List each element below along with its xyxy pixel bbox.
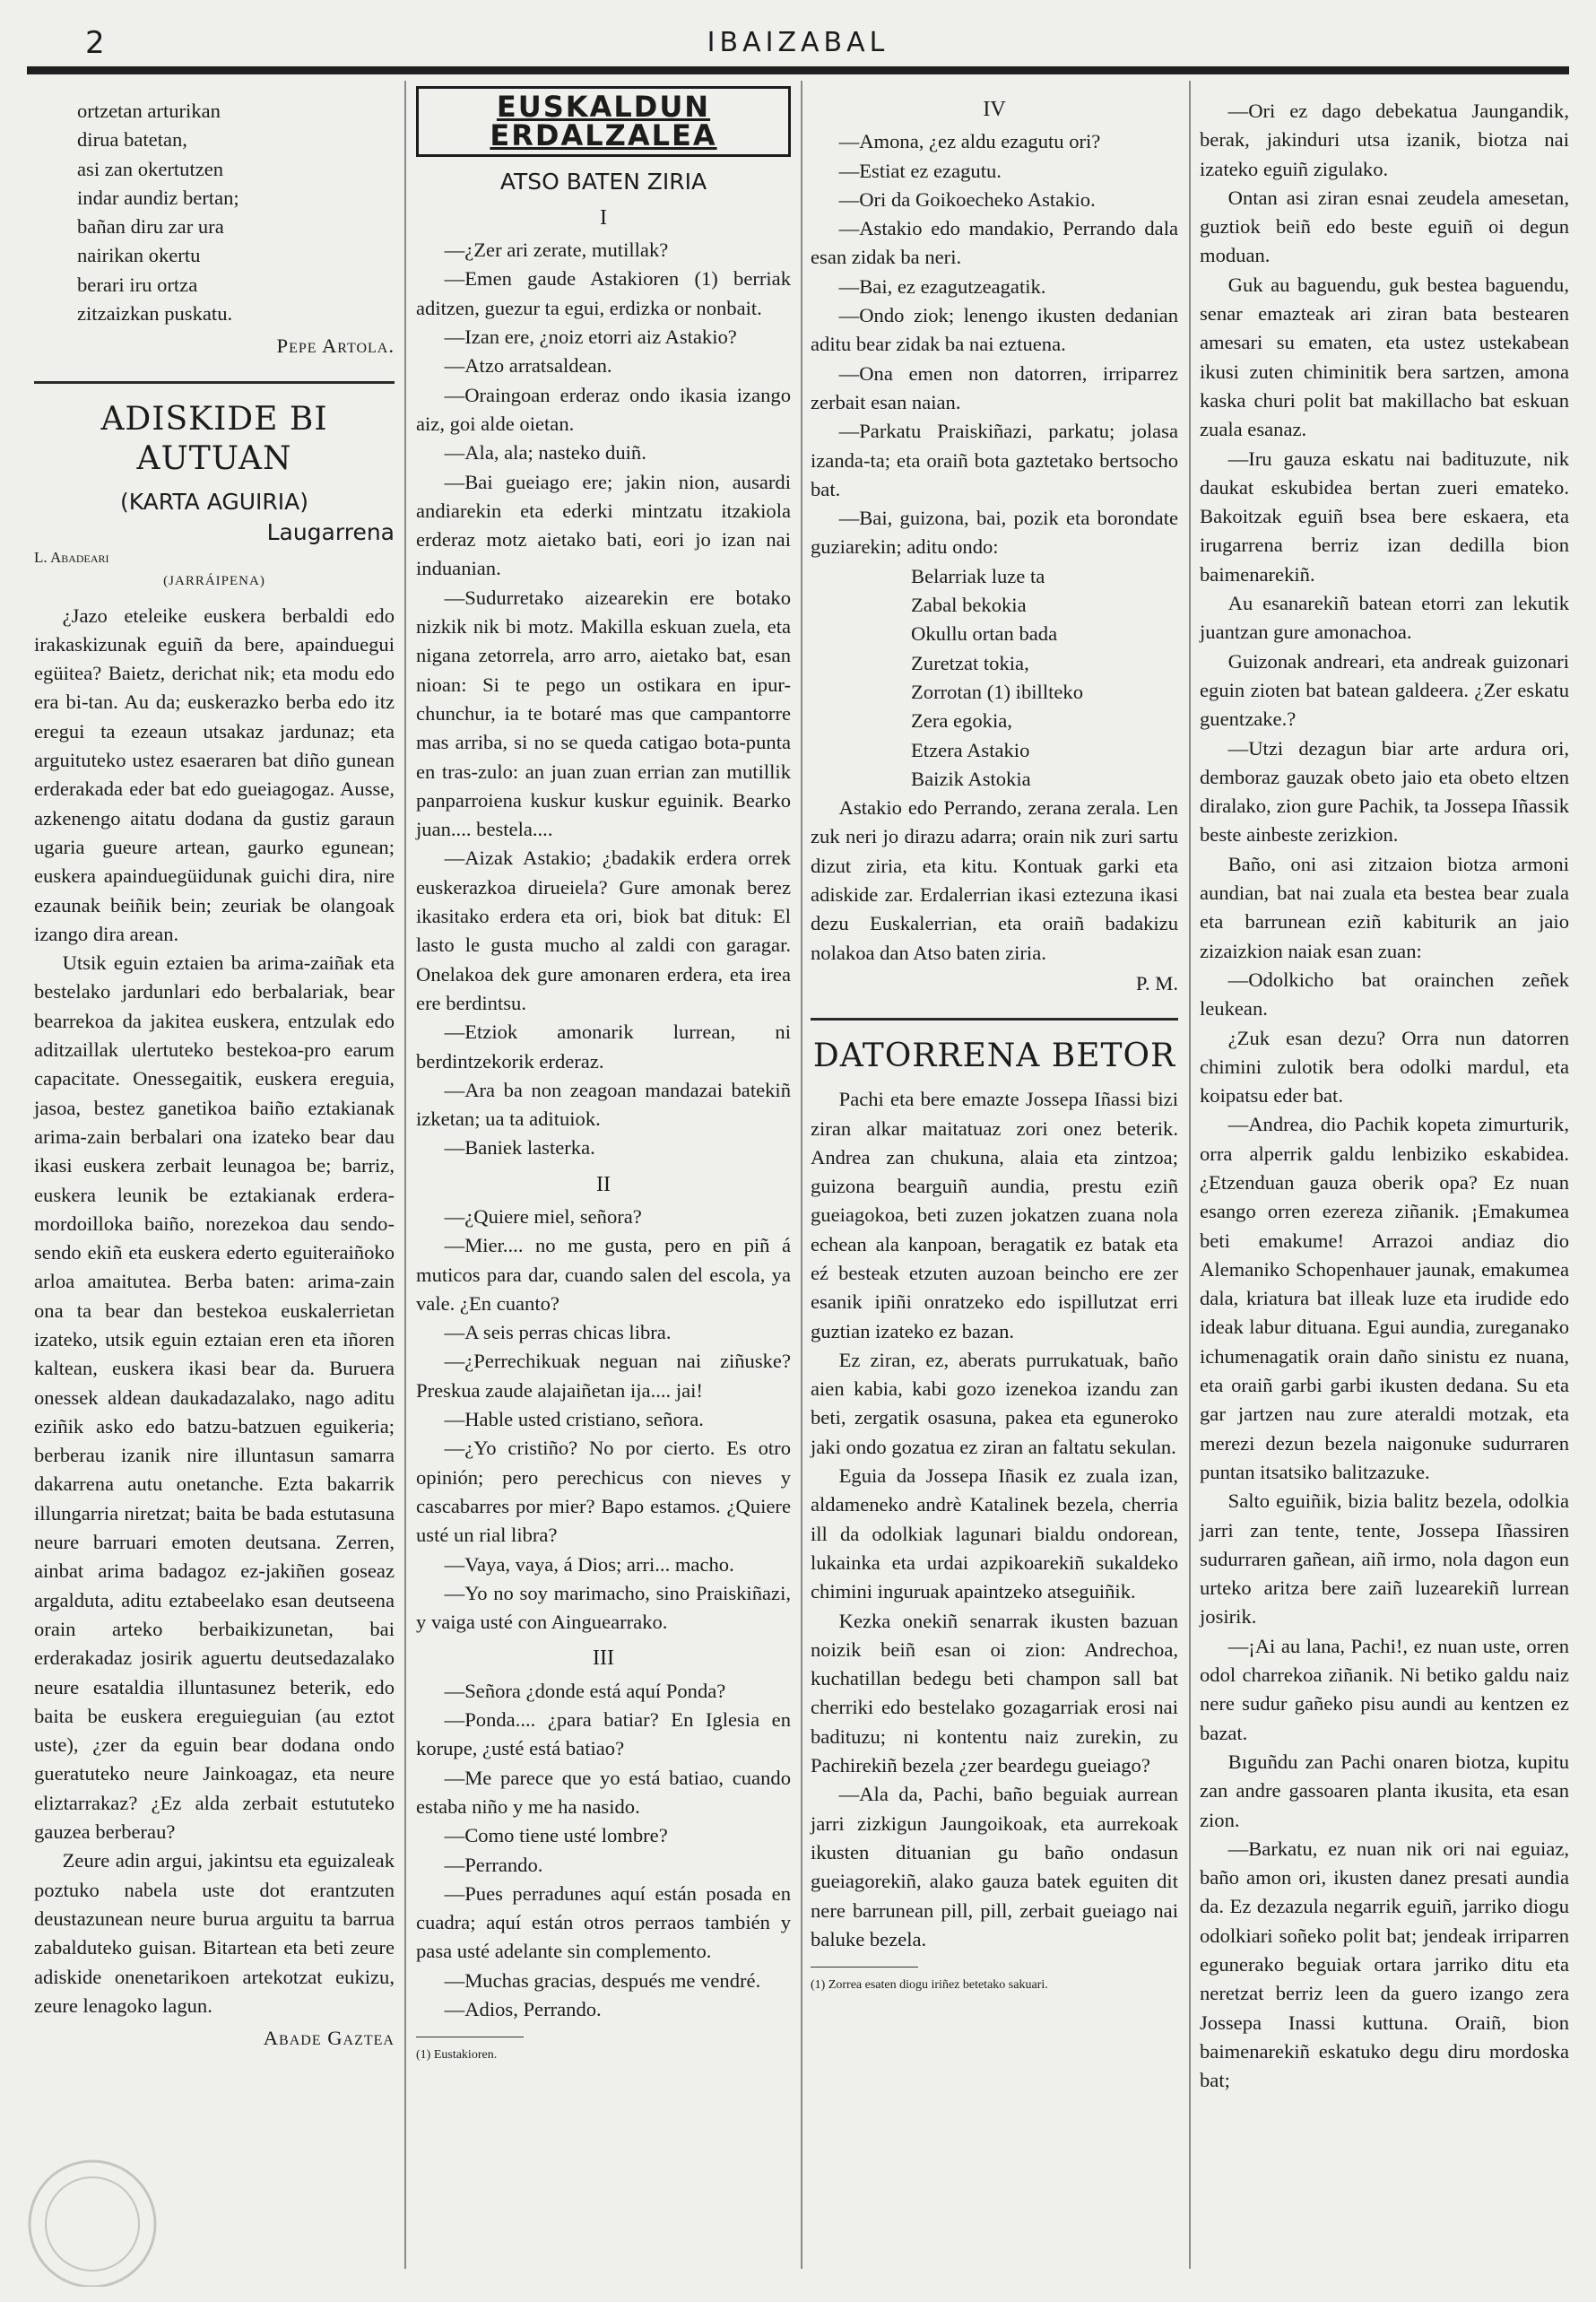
poem-line: berari iru ortza [77,273,198,296]
article-body [34,602,395,2021]
dialogue-line: —Yo no soy marimacho, sino Praiskiñazi, y vaiga usté con Ainguearrako. [416,1581,791,1634]
dialogue-line: —Vaya, vaya, á Dios; arri... macho. [444,1552,734,1576]
article-signature: P. M. [1135,971,1178,995]
dialogue-line: —Parkatu Praiskiñazi, parkatu; jolasa izanda-ta; eta oraiñ bota gaztetako bertsocho bat. [811,420,1178,500]
dialogue-line: —Bai, guizona, bai, pozik eta borondate guziarekin; aditu ondo: [811,507,1178,559]
dialogue-line: —Mier.... no me gusta, pero en piñ á muticos para dar, cuando salen del escola, ya vale. ¿En cuanto? [416,1234,791,1315]
paragraph: ¿Jazo eteleike euskera berbaldi edo irakaskizunak eguiñ da bere, apainduegui egüitea? Baietz, derichat nik; eta modu edo era bi-tan. Au da; euskerazko berba edo itz eregui ta ezeaun utsakaz jardunaz; eta arguituteko ustez esaeraren bat diño gunean erderakada eder bat edo gueiagogaz. Ausse, azkenengo aitatu dodana da gustiz garaun ugaria gueure artean, gaurko egunean; euskera apainduegüidunak guichi dira, nire ezaunak beiñik bein; zeuriak be olangoak izango dira arean. [34,604,395,945]
dialogue-line: —Hable usted cristiano, señora. [444,1408,704,1431]
newspaper-title: IBAIZABAL [707,27,889,58]
dialogue-line: —Ondo ziok; lenengo ikusten dedanian aditu bear zidak ba nai eztuena. [811,304,1178,356]
paragraph: Guizonak andreari, eta andreak guizonari eguin zioten bat batean galdeera. ¿Zer eskatu guentzake.? [1200,649,1569,731]
paragraph: Utsik eguin eztaien ba arima-zaiñak eta bestelako jardunlari edo berbalariak, bear bearrekoa da jakitea euskera, entzulak edo aditzaillak ulertuteko bestekoa-pro earum capacitate. Onessegaitik, euskera ereguia, jasoa, bestez ganetikoa baiño eztakianak arima-zain berbalari ona izateko bear dau ikasi euskera zerbait leunagoa be; barriz, euskera leunik be eztakianak erdera-mordoilloka baiño, norezekoa dau sendo-sendo ekiñ eta euskera ederto eguiteraiñoko arloa amaitutea. Berba baten: arima-zain ona ta bear dan bestekoa euskalerrietan izateko, utsik eguin eztaian eren eta iñoren kaltean, euskera ikasi bear da. Buruera onessek aldean daukadazalako, nago aditu eziñik asko edo batzu-batzuen eguikeria; berberau izanik nire illuntasun samarra dakarrena autu onetanche. Ezta bakarrik illungarria niretzat; baita be bada estutasuna neure barruari emoten deutsana. Zerren, ainbat arima badagoz ez-jakiñen goseaz argalduta, aditu eztabeelako esan deutseena orain arteko berbaikizunetan, bai erderakadaz josirik aguertu deutsedazalako neure esataldia illuntasunez beterik, edo baita be euskera ereguieguian (au eztot uste), ¿zer da eguin bear dodana ondo gueratuteko neure Jainkoagaz, eta neure eliztarrakaz? ¿Ez alda zerbait estututeko gauzea berberau? [34,951,395,1844]
verse-line: Belarriak luze ta [911,564,1045,587]
article-part: Laugarrena [266,518,395,545]
article-body [811,1085,1178,1954]
dialogue-section-1 [416,236,791,1163]
dialogue-line: —Muchas gracias, después me vendré. [444,1968,761,1992]
dialogue-line: —¿Yo cristiño? No por cierto. Es otro opinión; pero perechicus con nieves y cascabarres por mier? Bapo estamos. ¿Quiere usté un rial libra? [416,1437,791,1547]
column-4 [1200,97,1569,2095]
page-header [36,25,1560,61]
paragraph: —¡Ai au lana, Pachi!, ez nuan uste, orren odol charrekoa ziñanik. Ni betiko galdu naiz nere sudur gañeko pisu aundi au kentzen ez bazat. [1200,1634,1569,1744]
article-title: DATORRENA BETOR [812,1038,1176,1075]
footnote: (1) Eustakioren. [416,2048,498,2063]
paragraph: Guk au baguendu, guk bestea baguendu, senar emazteak ari ziran bata bestearen amesari su ematen, eta ustez ustekabean ikusi zuten chiminitik bera sartzen, amona kaska churi polit bat makillacho bat eskuan zuala esanaz. [1200,273,1569,441]
poem-line: indar aundiz bertan; [77,186,239,209]
dialogue-line: —Bai, ez ezagutzeagatik. [838,274,1046,298]
dialogue-line: —Atzo arratsaldean. [444,354,612,378]
poem-line: asi zan okertutzen [77,157,224,180]
paragraph: ¿Zuk esan dezu? Orra nun datorren chimini zulotik bera odolki mardul, eta koipatsu eder bat. [1200,1026,1569,1108]
column-divider [801,81,802,2269]
footnote: (1) Zorrea esaten diogu iriñez betetako sakuari. [811,1978,1048,1993]
paragraph: Eguia da Jossepa Iñasik ez zuala izan, aldameneko andrè Katalinek bezela, cherria ill da odolkiak lagunari bialdu ondorean, lukainka eta urdai azpikoarekiñ sukaldeko chimini inguruak apaintzeko atseguiñik. [811,1464,1178,1603]
dialogue-line: —Adios, Perrando. [444,1998,602,2020]
section-number: II [596,1172,611,1196]
paragraph: —Ori ez dago debekatua Jaungandik, berak, jakinduri utsa izanik, biotza nai izateko eguiñ zigulako. [1200,100,1569,180]
column-1 [34,97,395,2053]
header-rule [27,66,1569,74]
article-divider [34,381,395,384]
section-number: I [600,205,607,230]
poem-line: ortzetan arturikan [77,100,221,122]
dialogue-line: —Amona, ¿ez aldu ezagutu ori? [838,130,1101,153]
continuation-note: (JARRÁIPENA) [163,574,265,589]
verse-line: Zera egokia, [911,709,1012,733]
paragraph: —Iru gauza eskatu nai badituzute, nik daukat eskubidea bertan zueri emateko. Bakoitzak eguiñ bsea bere eskaera, eta irugarrena berriz izan dedilla bion baimenarekiñ. [1200,447,1569,586]
paragraph: —Andrea, dio Pachik kopeta zimurturik, orra alperrik galdu lenbiziko eskabidea. ¿Etzenduan gauza oberik opa? Ez nuan esango orren ezereza ziñanik. ¡Emakumea beti emakume! Arrazoi andiaz dio Alemaniko Schopenhauer jaunak, emakumea dala, kriatura bat illeak luze eta irudide edo ideak labur dituana. Egui aundia, zureganako ichumenagatik orain daño sinistu ez nuana, eta oraiñ garbi garbi ikusten dedana. Su eta gar jartzen nau zure ateraldi motzak, eta merezi dezun bezela naigonuke sudurraren puntan itsatsiko balitzazuke. [1200,1113,1569,1483]
dialogue-line: —A seis perras chicas libra. [444,1321,672,1344]
poem-author: Pepe Artola. [276,334,395,358]
footnote-rule [811,1967,918,1968]
verse-line: Okullu ortan bada [911,622,1058,646]
paragraph: Kezka onekiñ senarrak ikusten bazuan noizik beiñ esan oi zion: Andrechoa, kuchatillan bedegu beti champon sall bat cherriki edo bestelako gozagarriak erosi nai badituzu; ni kontentu naiz zurekin, zu Pachirekiñ bezela ¿zer beardegu gueiago? [811,1609,1178,1777]
article-title: ADISKIDE BI AUTUAN [100,400,328,477]
poem-line: zitzaizkan puskatu. [77,302,233,326]
dialogue-line: —Bai gueiago ere; jakin nion, ausardi andiarekin eta ederki mintzatu itzakiola erderaz motz aietako bati, eori jo izan nai induanian. [416,470,791,580]
dialogue-line: —Perrando. [444,1853,543,1876]
page-number: 2 [85,25,105,61]
dialogue-line: —Estiat ez ezagutu. [838,159,1002,182]
paragraph: Salto eguiñik, bizia balitz bezela, odolkia jarri zan tente, tente, Jossepa Iñassiren sudurraren gañean, aiñ irmo, nola dagon eun urteko aritza bere zaiñ luzearekiñ lurrean josirik. [1200,1490,1569,1629]
dialogue-line: —Ara ba non zeagoan mandazai batekiñ izketan; ua ta adituiok. [416,1078,791,1131]
paragraph: —Ala da, Pachi, baño beguiak aurrean jarri zizkigun Jaungoikoak, eta aurrekoak ikusten dituanian gu baño ondasun gueiagorekiñ, alako gauza batek eguiten dit nere barrunean pill, pill, zerbait gueiago nai baluke bezela. [811,1783,1178,1950]
article-subtitle: ATSO BATEN ZIRIA [499,168,707,195]
dialogue-line: —Me parece que yo está batiao, cuando estaba niño y me ha nasido. [416,1766,791,1818]
library-stamp [7,2143,178,2287]
dialogue-line: —Pues perradunes aquí están posada en cuadra; aquí están otros perraos también y pasa usté adelante sin complemento. [416,1881,791,1963]
dialogue-line: —Señora ¿donde está aquí Ponda? [444,1679,726,1702]
article-signature: Abade Gaztea [263,2027,395,2050]
paragraph: Au esanarekiñ batean etorri zan lekutik juantzan gure amonachoa. [1200,592,1569,644]
dialogue-line: —Izan ere, ¿noiz etorri aiz Astakio? [444,326,737,349]
paragraph: Bıguñdu zan Pachi onaren biotza, kupitu zan andre gassoaren planta ikusita, eta esan zion. [1200,1750,1569,1831]
article-body-continued [1200,97,1569,2095]
verse-line: Zuretzat tokia, [911,651,1029,674]
paragraph: Zeure adin argui, jakintsu eta eguizaleak poztuko nabela uste dot erantzuten deustazunean neure burua arguitu ta barrua zabalduteko guisan. Bitartean eta beti zeure adiskide onenetarikoen artekotzat eukizu, zeure lenagoko lagun. [34,1849,395,2017]
verse-line: Baizik Astokia [911,767,1031,790]
column-2 [416,90,791,2064]
column-divider [404,81,406,2269]
dialogue-line: —Sudurretako aizearekin ere botako nizkik nik bi motz. Makilla eskuan zuela, eta nigana zetorrela, arro arro, aietako bat, esan nioan: Si te pego un ostikara en ipur-chunchur, ia te botaré mas que campantorre mas arriba, si no se queda catigao bota-punta en tras-zulo: an juan zuan errian zan mutillik panparroiena kuskur kuskur eguinik. Bearko juan.... bestela.... [416,586,791,841]
dialogue-line: —Aizak Astakio; ¿badakik erdera orrek euskerazkoa dirueiela? Gure amonak berez ikasitako erdera eta ori, biok bat dituk: El lasto le gusta mucho al zaldi con garagar. Onelakoa dek gure amonaren erdera, eta irea ere berdintsu. [416,847,791,1014]
dialogue-line: —Astakio edo mandakio, Perrando dala esan zidak ba neri. [811,217,1178,269]
dialogue-line: —Baniek lasterka. [444,1136,595,1160]
dialogue-line: —Como tiene usté lombre? [444,1824,668,1847]
dialogue-line: —¿Zer ari zerate, mutillak? [444,239,669,262]
poem-line: nairikan okertu [77,244,201,267]
dialogue-line: —Etziok amonarik lurrean, ni berdintzekorik erderaz. [416,1021,791,1073]
paragraph: Ez ziran, ez, aberats purrukatuak, baño aien kabia, kabi gozo izenekoa izandu zan beti, zergatik osasuna, pakea eta eguneroko jaki ondo gozatua ez ziran an faltatu sekulan. [811,1348,1178,1458]
paragraph: Ontan asi ziran esnai zeudela amesetan, guztiok beiñ edo beste eguiñ oi degun moduan. [1200,186,1569,267]
verse-line: Zorrotan (1) ibillteko [911,680,1083,703]
article-subtitle: (KARTA AGUIRIA) [119,488,309,515]
verse-line: Zabal bekokia [911,594,1027,617]
dialogue-line: —Ala, ala; nasteko duiñ. [444,441,646,465]
article-divider [811,1018,1178,1021]
verse [811,562,1178,794]
dialogue-section-2 [416,1203,791,1637]
section-number: III [593,1646,614,1671]
paragraph: Pachi eta bere emazte Jossepa Iñassi bizi ziran alkar maitatuaz zori onez beterik. Andrea zan chukuna, alaia eta zintzoa; guizona bearguiñ aundia, prestu eziñ gueiagokoa, beti zuzen jokatzen zuana nola echean ala kanpoan, beragatik ez batak eta eź besteak etzuten auzoan beincho ere zer esanik ipiñi onratzeko edo ispillutzat erri guztian izateko ez bazan. [811,1088,1178,1342]
dialogue-line: —Ponda.... ¿para batiar? En Iglesia en korupe, ¿usté está batiao? [416,1708,791,1760]
dialogue-line: —¿Quiere miel, señora? [444,1204,642,1228]
paragraph: —Barkatu, ez nuan nik ori nai eguiaz, baño amon ori, ikusten danez presati aundia da. Ez dezazula negarrik eguiñ, jarriko diogu odolkiari soñeko polit bat; jendeak irriparren egunerako beguiak ortara jarriko ditu eta neretzat berriz leen da guero izango zera Jossepa Inassi kuttuna. Oraiñ, bion baimenarekiñ eskatuko degu diru mordoska bat; [1200,1837,1569,2092]
dialogue-section-3 [416,1677,791,2025]
paragraph: Baño, oni asi zitzaion biotza armoni aundian, bat nai zuala eta besteа bear zuala eta barrunean eziñ kabiturik an jaio zizaizkion naiak esan zuan: [1200,852,1569,962]
dialogue-line: —Oraingoan erderaz ondo ikasia izango aiz, goi alde oietan. [416,383,791,435]
verse-line: Etzera Astakio [911,738,1030,761]
section-banner: EUSKALDUN ERDALZALEA [416,86,791,157]
dialogue-line: —Ona emen non datorren, irriparrez zerbait esan naian. [811,361,1178,413]
addressee: L. Abadeari [34,549,109,567]
poem-line: bañan diru zar ura [77,215,224,239]
poem-fragment [34,97,395,328]
paragraph: —Utzi dezagun biar arte ardura ori, demboraz gauzak obeto jaio eta obeto eltzen diralako, zion gure Pachik, ta Jossepa Iñassik beste ainbeste zerizkion. [1200,736,1569,847]
paragraph: —Odolkicho bat orainchen zeñek leukean. [1200,968,1569,1021]
column-3 [811,97,1178,1994]
column-divider [1189,81,1191,2269]
dialogue-line: —¿Perrechikuak neguan nai ziñuske? Preskua zaude alajaiñetan ija.... jai! [416,1350,791,1402]
dialogue-section-4 [811,127,1178,561]
paragraph: Astakio edo Perrando, zerana zerala. Len zuk neri jo dirazu adarra; orain nik zuri sartu dizut ziria, eta kitu. Kontuak garki eta adiskide zar. Erdalerrian ikasi eztezuna ikasi dezu Euskalerrian, eta oraiñ badakizu nolakoa dan Atso baten ziria. [811,796,1178,964]
poem-line: dirua batetan, [77,128,187,152]
section-number: IV [983,98,1006,121]
dialogue-line: —Ori da Goikoecheko Astakio. [838,187,1096,211]
dialogue-line: —Emen gaude Astakioren (1) berriak aditzen, guezur ta egui, erdizka or nonbait. [416,267,791,319]
